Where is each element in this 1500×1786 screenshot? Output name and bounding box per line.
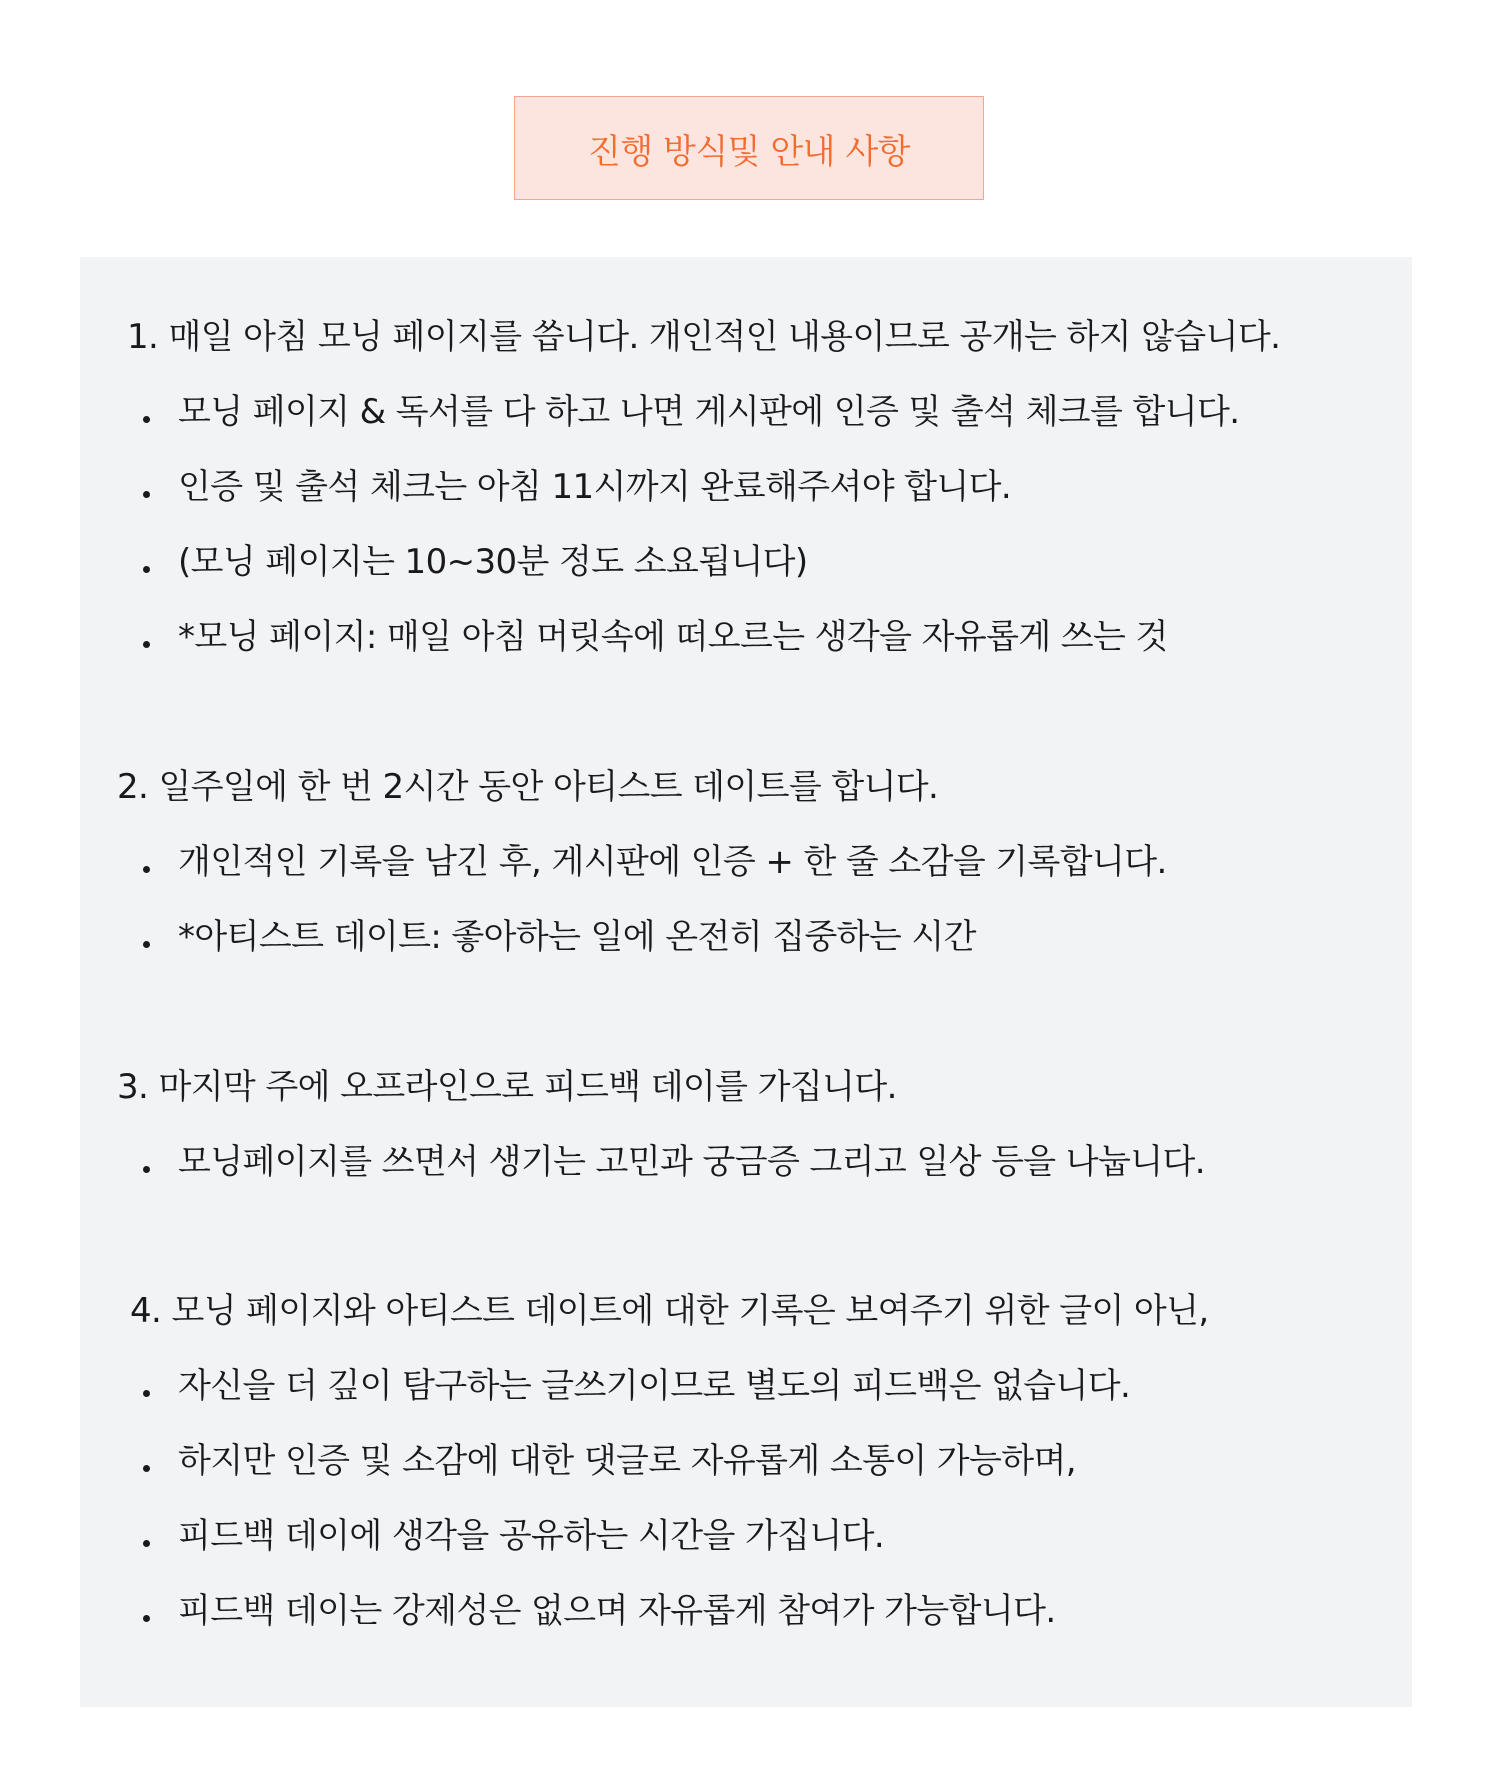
- bullet-dot: [143, 1540, 150, 1547]
- section-1-heading: 1. 매일 아침 모닝 페이지를 씁니다. 개인적인 내용이므로 공개는 하지 않습니다.: [127, 317, 1281, 357]
- section-2-bullet-1: 개인적인 기록을 남긴 후, 게시판에 인증 + 한 줄 소감을 기록합니다.: [178, 842, 1167, 882]
- bullet-dot: [143, 1390, 150, 1397]
- bullet-dot: [143, 416, 150, 423]
- bullet-dot: [143, 941, 150, 948]
- section-2-heading: 2. 일주일에 한 번 2시간 동안 아티스트 데이트를 합니다.: [117, 767, 939, 807]
- section-1-bullet-1: 모닝 페이지 & 독서를 다 하고 나면 게시판에 인증 및 출석 체크를 합니다.: [178, 392, 1240, 432]
- bullet-dot: [143, 1615, 150, 1622]
- section-4-bullet-3: 피드백 데이에 생각을 공유하는 시간을 가집니다.: [178, 1516, 885, 1556]
- section-2-bullet-2: *아티스트 데이트: 좋아하는 일에 온전히 집중하는 시간: [178, 917, 976, 957]
- section-3-heading: 3. 마지막 주에 오프라인으로 피드백 데이를 가집니다.: [117, 1067, 897, 1107]
- section-1-bullet-2: 인증 및 출석 체크는 아침 11시까지 완료해주셔야 합니다.: [178, 467, 1012, 507]
- bullet-dot: [143, 1166, 150, 1173]
- section-title-box: [514, 96, 984, 200]
- bullet-dot: [143, 866, 150, 873]
- section-4-heading: 4. 모닝 페이지와 아티스트 데이트에 대한 기록은 보여주기 위한 글이 아닌,: [130, 1291, 1209, 1331]
- bullet-dot: [143, 491, 150, 498]
- bullet-dot: [143, 566, 150, 573]
- section-4-bullet-4: 피드백 데이는 강제성은 없으며 자유롭게 참여가 가능합니다.: [178, 1591, 1056, 1631]
- section-4-bullet-1: 자신을 더 깊이 탐구하는 글쓰기이므로 별도의 피드백은 없습니다.: [178, 1366, 1131, 1406]
- section-3-bullet-1: 모닝페이지를 쓰면서 생기는 고민과 궁금증 그리고 일상 등을 나눕니다.: [178, 1142, 1205, 1182]
- section-title: 진행 방식및 안내 사항: [587, 131, 911, 172]
- section-1-bullet-4: *모닝 페이지: 매일 아침 머릿속에 떠오르는 생각을 자유롭게 쓰는 것: [178, 617, 1168, 657]
- guide-panel: [80, 257, 1412, 1707]
- bullet-dot: [143, 1465, 150, 1472]
- section-1-bullet-3: (모닝 페이지는 10~30분 정도 소요됩니다): [178, 542, 808, 582]
- section-4-bullet-2: 하지만 인증 및 소감에 대한 댓글로 자유롭게 소통이 가능하며,: [178, 1441, 1076, 1481]
- bullet-dot: [143, 641, 150, 648]
